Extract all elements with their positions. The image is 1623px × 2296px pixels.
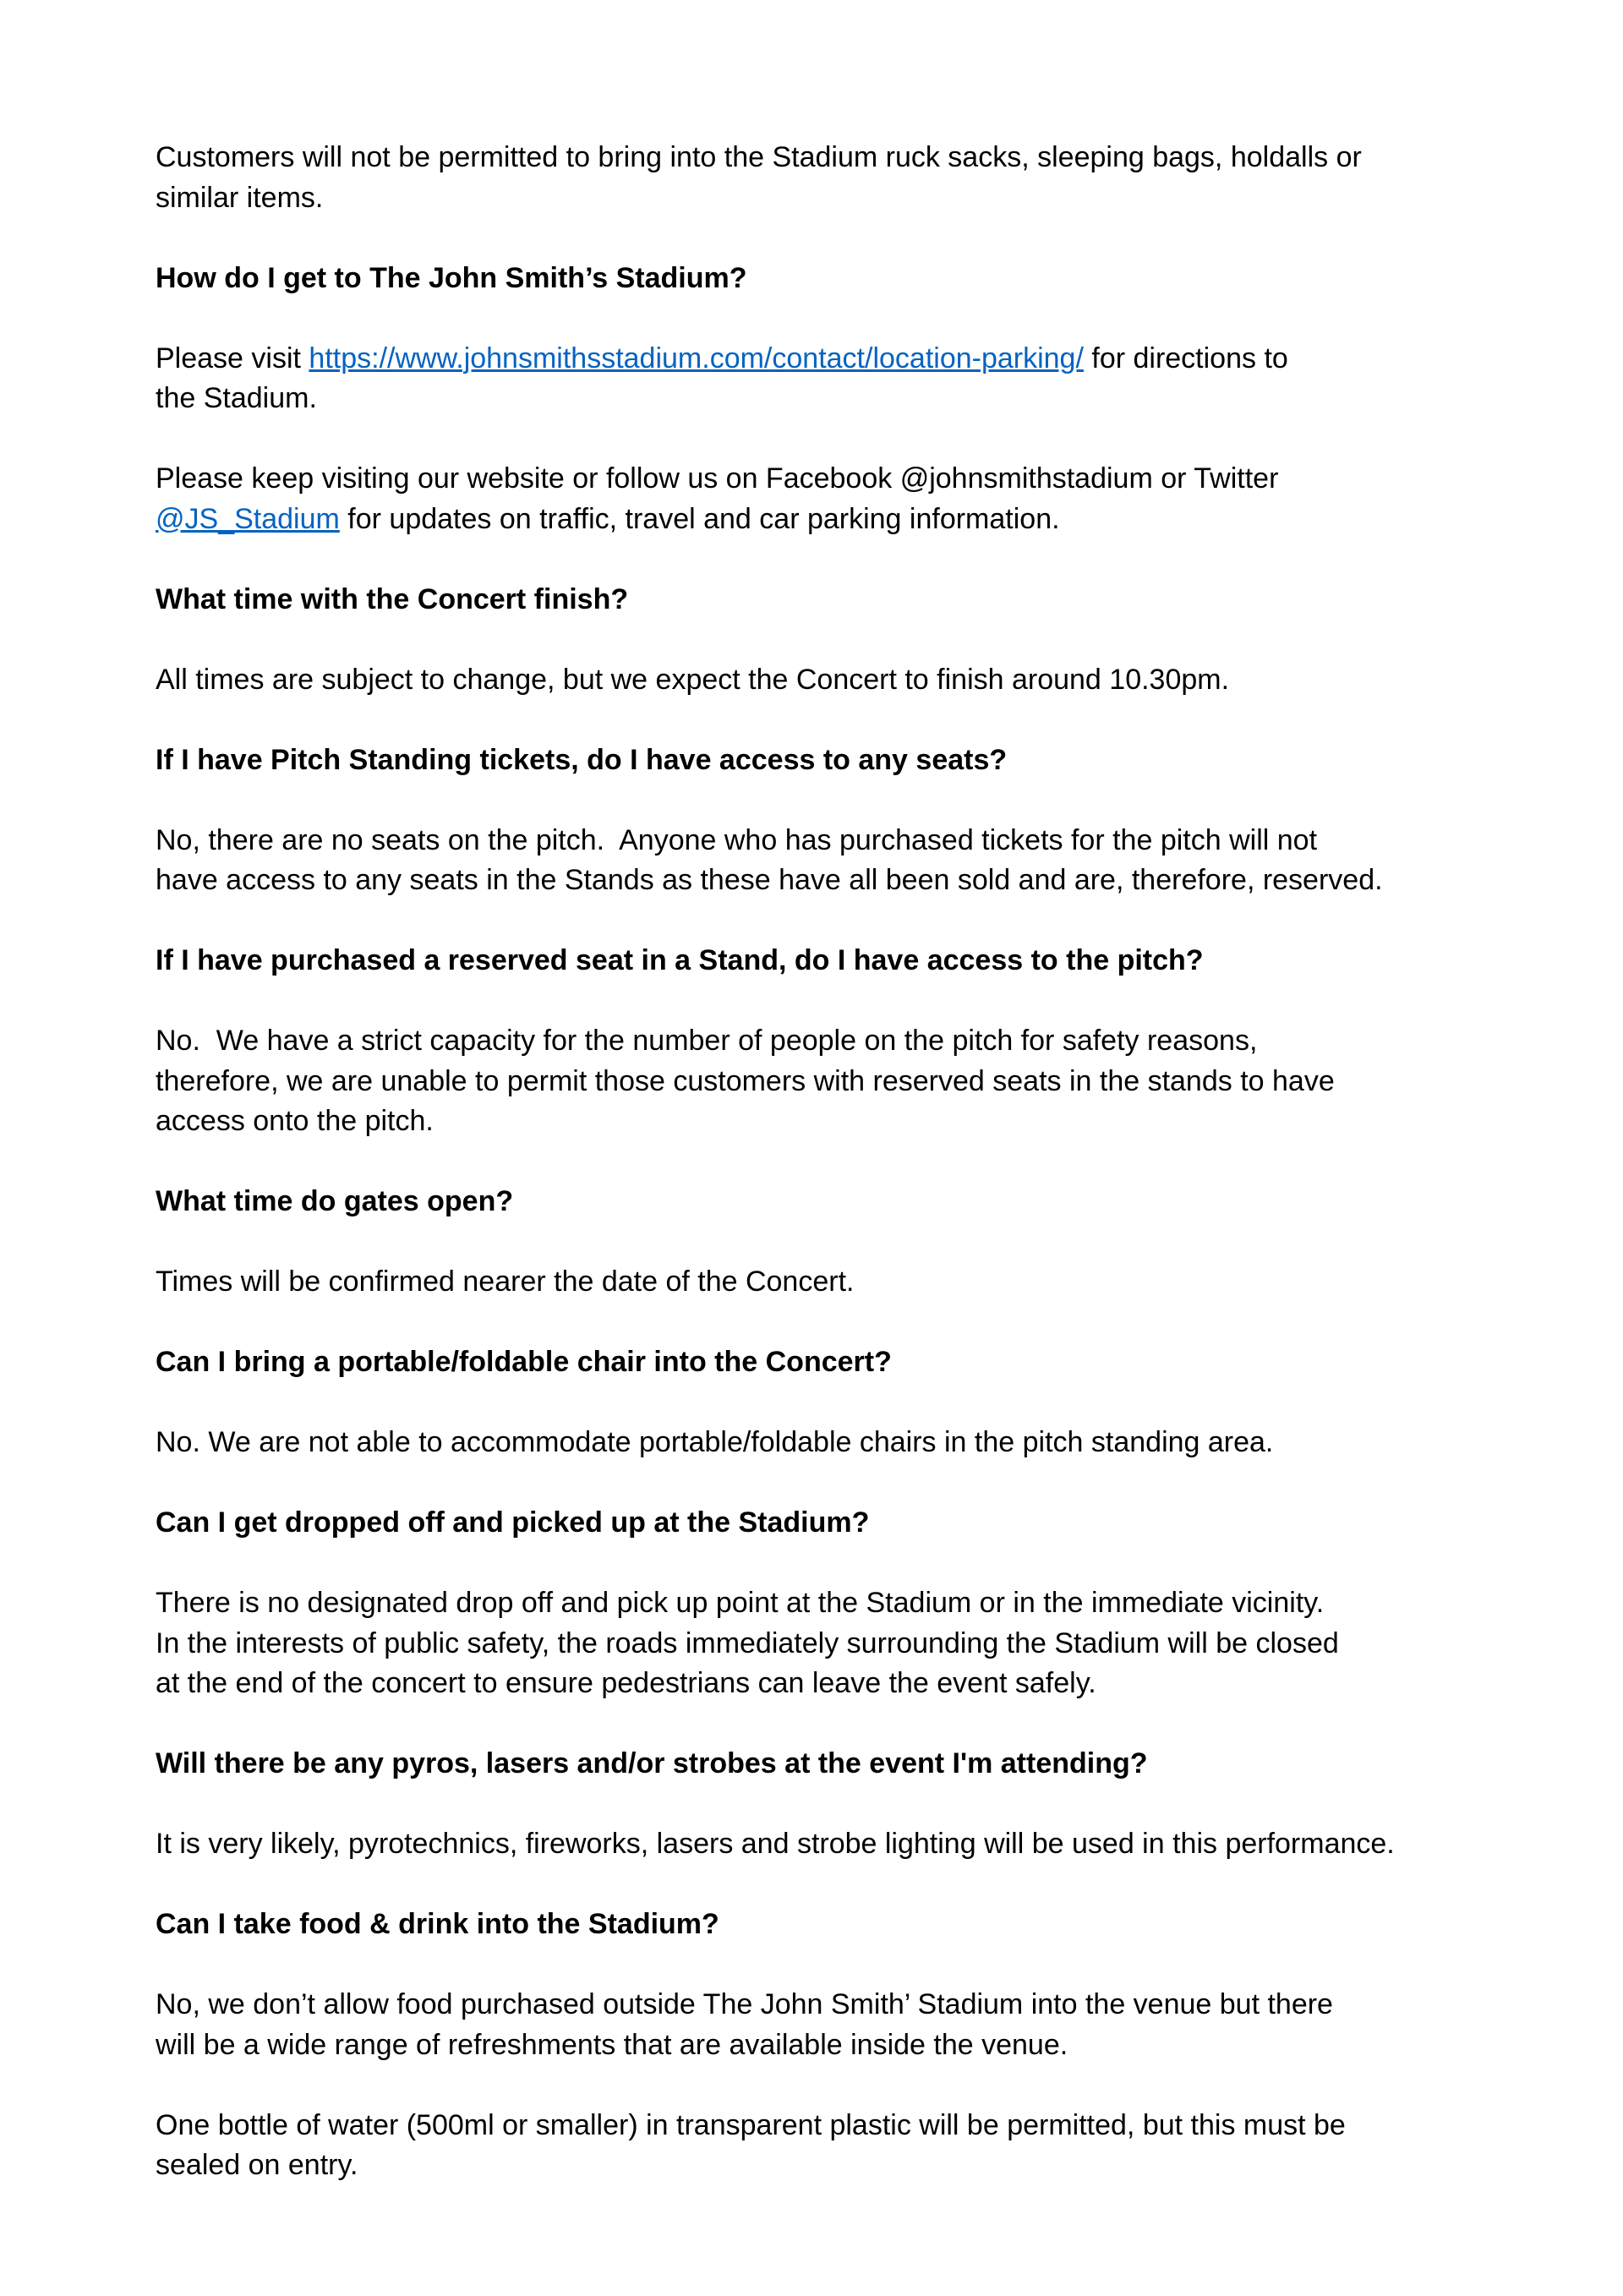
chairs-paragraph: No. We are not able to accommodate portable/foldable chairs in the pitch standing area.	[156, 1426, 1274, 1458]
pitch-seats-paragraph: No, there are no seats on the pitch. Anyone who has purchased tickets for the pitch will not have access to any seats in the Stands as these have all been sold and are, therefore, reserved.	[156, 823, 1383, 896]
faq-content	[156, 138, 1491, 2226]
food-paragraph: No, we don’t allow food purchased outside The John Smith’ Stadium into the venue but there will be a wide range of refreshments that are available inside the venue.	[156, 1988, 1333, 2061]
finish-paragraph: All times are subject to change, but we expect the Concert to finish around 10.30pm.	[156, 663, 1230, 696]
stand-pitch-heading: If I have purchased a reserved seat in a Stand, do I have access to the pitch?	[156, 944, 1204, 976]
social-paragraph	[156, 459, 1491, 539]
pyro-paragraph: It is very likely, pyrotechnics, fireworks, lasers and strobe lighting will be used in this performance.	[156, 1828, 1395, 1860]
gates-paragraph: Times will be confirmed nearer the date of the Concert.	[156, 1266, 855, 1298]
directions-heading: How do I get to The John Smith’s Stadium?	[156, 261, 747, 294]
bags-paragraph: Customers will not be permitted to bring into the Stadium ruck sacks, sleeping bags, holdalls or similar items.	[156, 141, 1362, 214]
directions-paragraph	[156, 339, 1491, 419]
directions-text-after: for directions to the Stadium.	[156, 342, 1288, 414]
water-paragraph: One bottle of water (500ml or smaller) in transparent plastic will be permitted, but this must be sealed on entry.	[156, 2108, 1346, 2181]
gates-heading: What time do gates open?	[156, 1185, 514, 1217]
dropoff-paragraph: There is no designated drop off and pick up point at the Stadium or in the immediate vicinity. In the interests of public safety, the roads immediately surrounding the Stadium will be closed at the end of the concert to ensure pedestrians can leave the event safely.	[156, 1587, 1339, 1699]
pyro-heading: Will there be any pyros, lasers and/or strobes at the event I'm attending?	[156, 1747, 1148, 1779]
chairs-heading: Can I bring a portable/foldable chair into the Concert?	[156, 1346, 892, 1378]
finish-heading: What time with the Concert finish?	[156, 582, 629, 615]
location-parking-link[interactable]: https://www.johnsmithsstadium.com/contact/location-parking/	[309, 342, 1084, 374]
dropoff-heading: Can I get dropped off and picked up at the Stadium?	[156, 1506, 870, 1539]
directions-text-before: Please visit	[156, 342, 309, 374]
food-heading: Can I take food & drink into the Stadium?	[156, 1908, 719, 1940]
twitter-link[interactable]: @JS_Stadium	[156, 502, 340, 535]
pitch-seats-heading: If I have Pitch Standing tickets, do I have access to any seats?	[156, 743, 1008, 776]
social-text-after: for updates on traffic, travel and car parking information.	[339, 502, 1060, 535]
social-text-before: Please keep visiting our website or follow us on Facebook @johnsmithstadium or Twitter	[156, 462, 1279, 495]
stand-pitch-paragraph: No. We have a strict capacity for the number of people on the pitch for safety reasons, therefore, we are unable to permit those customers with reserved seats in the stands to have access onto the pitch.	[156, 1025, 1335, 1137]
